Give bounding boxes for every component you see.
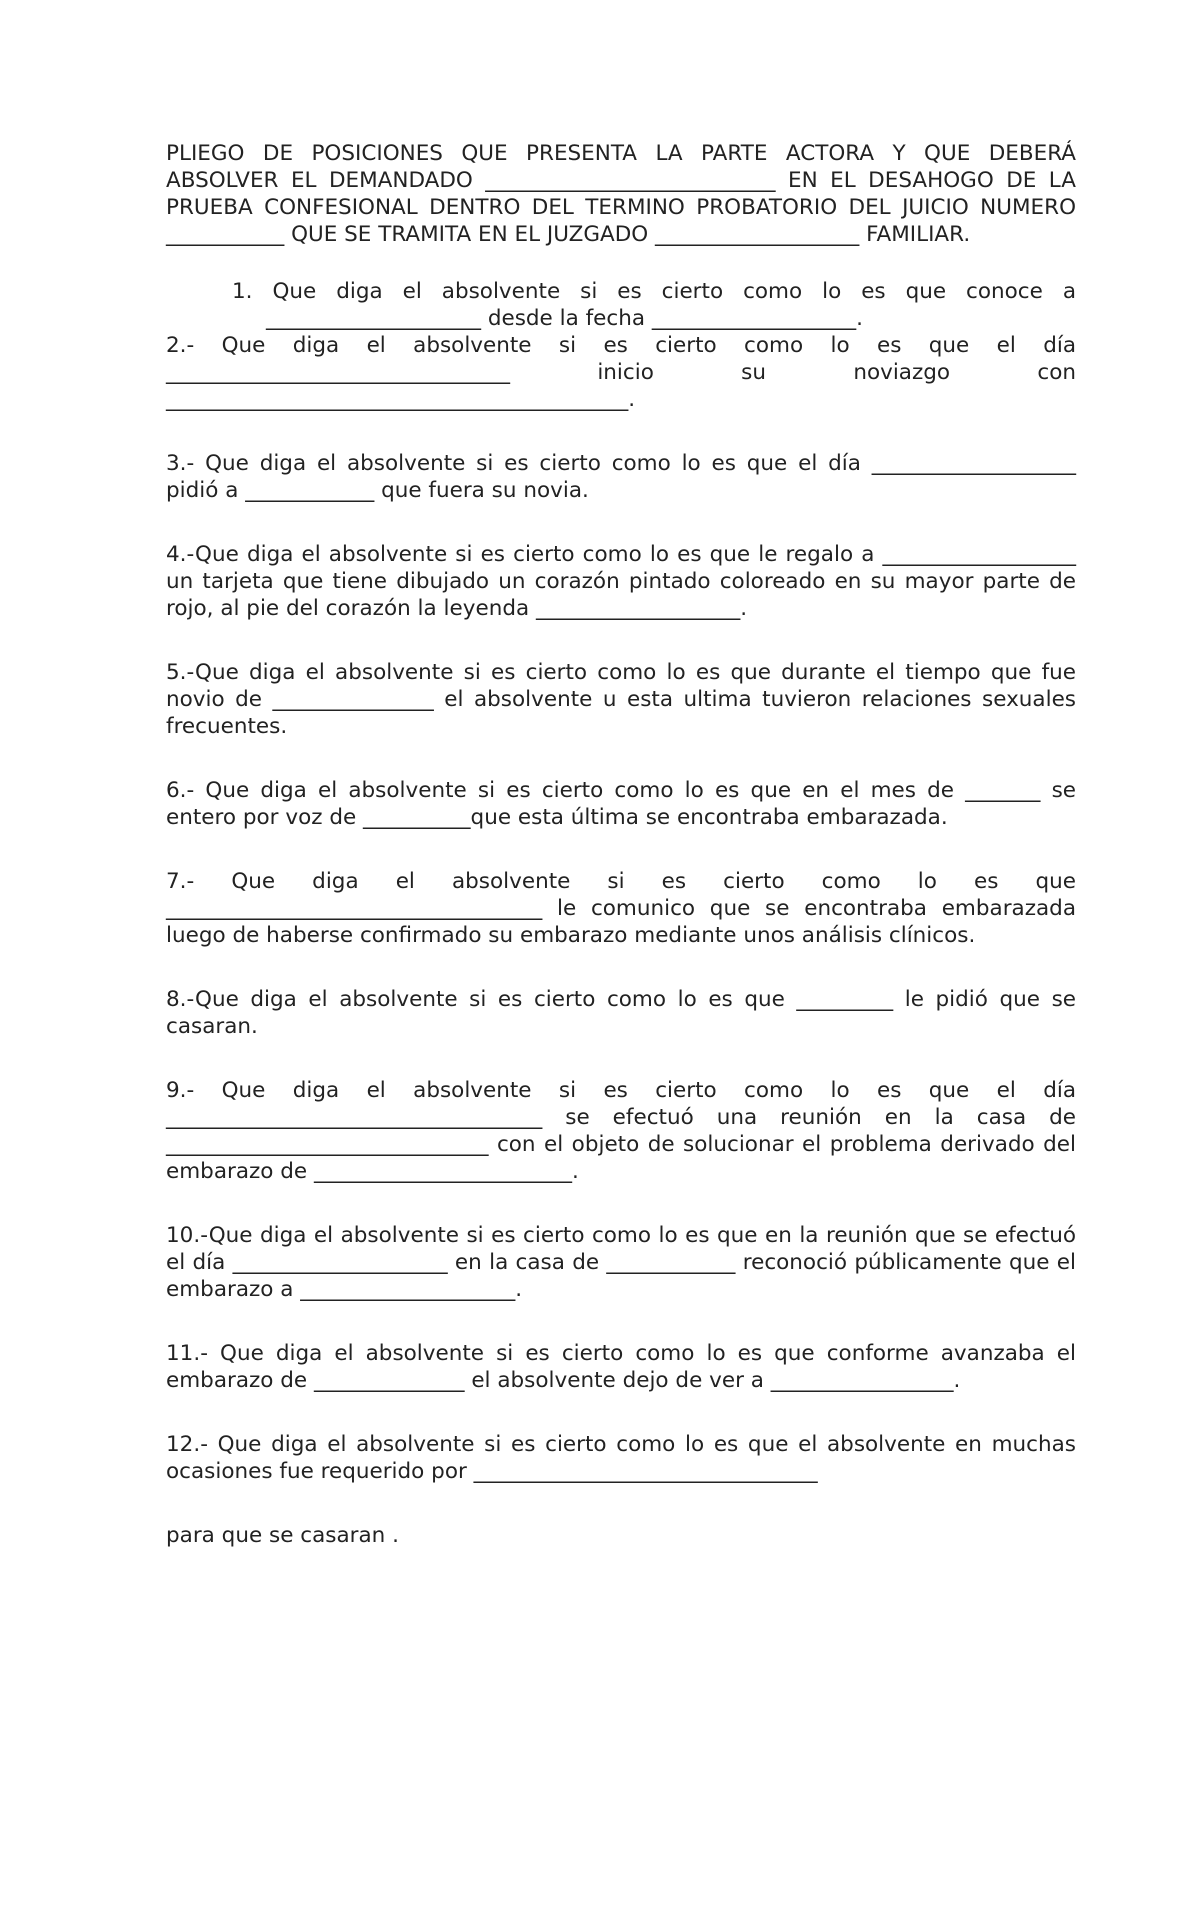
document-page [166, 140, 1076, 1571]
position-item-7: 7.- Que diga el absolvente si es cierto como lo es que ___________________________________ le comunico que se encontraba embarazada luego de haberse confirmado su embarazo mediante unos análisis clínicos. [166, 869, 1076, 948]
position-item-5: 5.-Que diga el absolvente si es cierto como lo es que durante el tiempo que fue novio de _______________ el absolvente u esta ultima tuvieron relaciones sexuales frecuentes. [166, 660, 1076, 739]
position-item-12: 12.- Que diga el absolvente si es cierto como lo es que el absolvente en muchas ocasiones fue requerido por ________________________________ [166, 1432, 1076, 1484]
position-item-2: 2.- Que diga el absolvente si es cierto como lo es que el día ________________________________ inicio su noviazgo con ___________________________________________. [166, 333, 1076, 412]
position-item-8: 8.-Que diga el absolvente si es cierto como lo es que _________ le pidió que se casaran. [166, 987, 1076, 1039]
position-item-10: 10.-Que diga el absolvente si es cierto como lo es que en la reunión que se efectuó el día ____________________ en la casa de ____________ reconoció públicamente que el embarazo a ____________________. [166, 1223, 1076, 1302]
position-item-9: 9.- Que diga el absolvente si es cierto como lo es que el día ___________________________________ se efectuó una reunión en la casa de ______________________________ con el objeto de solucionar el problema derivado del embarazo de ________________________. [166, 1078, 1076, 1184]
position-item-11: 11.- Que diga el absolvente si es cierto como lo es que conforme avanzaba el embarazo de ______________ el absolvente dejo de ver a _________________. [166, 1341, 1076, 1393]
position-item-3: 3.- Que diga el absolvente si es cierto como lo es que el día ___________________ pidió a ____________ que fuera su novia. [166, 451, 1076, 503]
closing-line: para que se casaran . [166, 1523, 399, 1548]
position-item-1: 1. Que diga el absolvente si es cierto como lo es que conoce a ____________________ desde la fecha ___________________. [232, 279, 1076, 331]
document-heading: PLIEGO DE POSICIONES QUE PRESENTA LA PARTE ACTORA Y QUE DEBERÁ ABSOLVER EL DEMANDADO ___________________________ EN EL DESAHOGO DE LA PRUEBA CONFESIONAL DENTRO DEL TERMINO PROBATORIO DEL JUICIO NUMERO ___________ QUE SE TRAMITA EN EL JUZGADO ___________________ FAMILIAR. [166, 141, 1076, 247]
position-item-4: 4.-Que diga el absolvente si es cierto como lo es que le regalo a __________________ un tarjeta que tiene dibujado un corazón pintado coloreado en su mayor parte de rojo, al pie del corazón la leyenda ___________________. [166, 542, 1076, 621]
position-item-6: 6.- Que diga el absolvente si es cierto como lo es que en el mes de _______ se entero por voz de __________que esta última se encontraba embarazada. [166, 778, 1076, 830]
